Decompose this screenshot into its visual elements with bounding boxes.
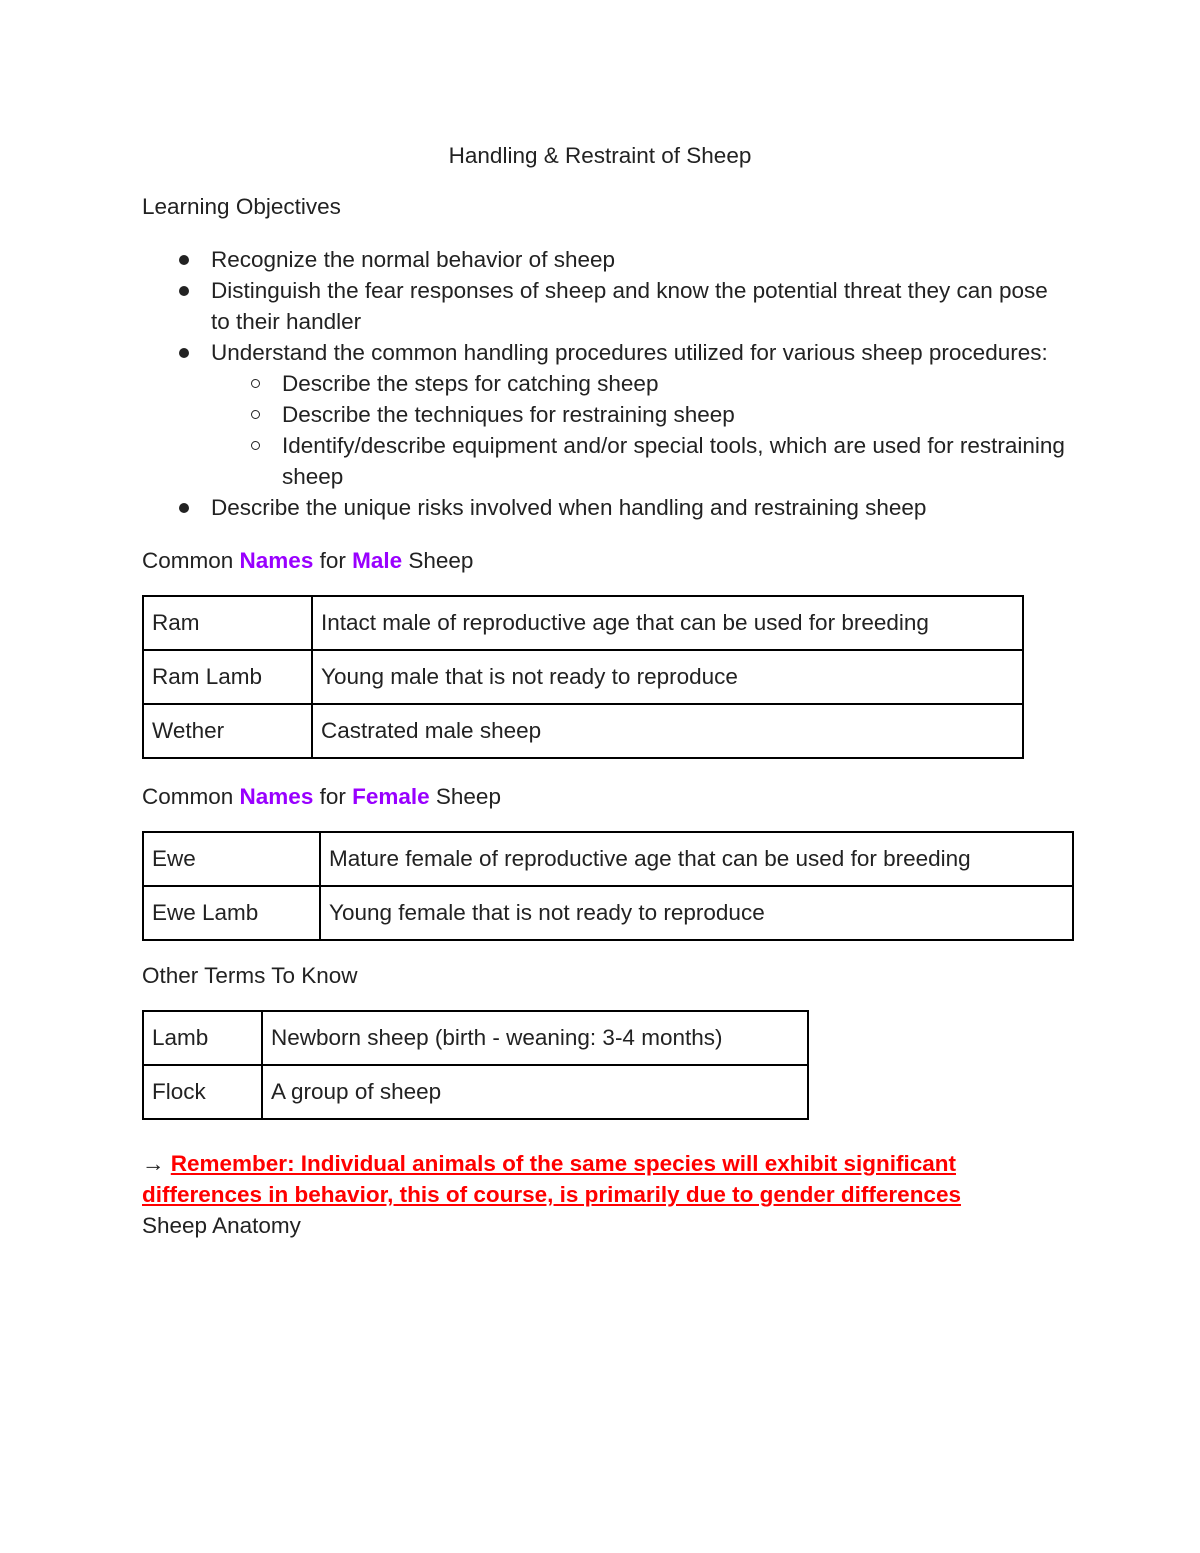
table-row xyxy=(143,1065,808,1119)
heading-highlight: Names xyxy=(239,784,314,809)
heading-text: Common xyxy=(142,548,240,573)
sub-list-item: Describe the steps for catching sheep xyxy=(211,368,1072,399)
male-sheep-heading xyxy=(142,545,1072,576)
female-sheep-table xyxy=(142,831,1074,941)
definition-cell: Young male that is not ready to reproduce xyxy=(312,650,1023,704)
term-cell: Lamb xyxy=(143,1011,262,1065)
definition-cell: Castrated male sheep xyxy=(312,704,1023,758)
heading-text: Sheep xyxy=(402,548,474,573)
list-item xyxy=(142,337,1072,492)
heading-text: for xyxy=(313,784,353,809)
list-item: Describe the unique risks involved when handling and restraining sheep xyxy=(142,492,1072,523)
male-sheep-table xyxy=(142,595,1024,759)
list-item-text: Understand the common handling procedures utilized for various sheep procedures: xyxy=(211,340,1048,365)
list-item: Recognize the normal behavior of sheep xyxy=(142,244,1072,275)
definition-cell: Newborn sheep (birth - weaning: 3-4 months) xyxy=(262,1011,808,1065)
list-item: Distinguish the fear responses of sheep and know the potential threat they can pose to their handler xyxy=(142,275,1072,337)
term-cell: Flock xyxy=(143,1065,262,1119)
table-row xyxy=(143,704,1023,758)
sub-list xyxy=(211,368,1072,492)
table-row xyxy=(143,832,1073,886)
remember-text: Remember: Individual animals of the same species will exhibit significant differences in behavior, this of course, is primarily due to gender differences xyxy=(142,1151,961,1207)
definition-cell: Young female that is not ready to reproduce xyxy=(320,886,1073,940)
learning-objectives-heading: Learning Objectives xyxy=(142,194,341,219)
female-sheep-heading xyxy=(142,781,1072,812)
page-title: Handling & Restraint of Sheep xyxy=(448,143,752,168)
other-terms-table xyxy=(142,1010,809,1120)
table-row xyxy=(143,886,1073,940)
document-page xyxy=(142,140,1072,1241)
table-row xyxy=(143,650,1023,704)
heading-highlight: Female xyxy=(352,784,430,809)
term-cell: Wether xyxy=(143,704,312,758)
table-row xyxy=(143,1011,808,1065)
arrow-icon: → xyxy=(142,1151,165,1176)
term-cell: Ewe Lamb xyxy=(143,886,320,940)
definition-cell: Mature female of reproductive age that can be used for breeding xyxy=(320,832,1073,886)
definition-cell: Intact male of reproductive age that can be used for breeding xyxy=(312,596,1023,650)
sub-list-item: Describe the techniques for restraining sheep xyxy=(211,399,1072,430)
sub-list-item: Identify/describe equipment and/or special tools, which are used for restraining sheep xyxy=(211,430,1072,492)
heading-text: for xyxy=(313,548,353,573)
learning-objectives-list xyxy=(142,244,1072,523)
term-cell: Ram xyxy=(143,596,312,650)
remember-note xyxy=(142,1148,1072,1210)
heading-highlight: Male xyxy=(352,548,403,573)
other-terms-heading: Other Terms To Know xyxy=(142,963,358,988)
table-row xyxy=(143,596,1023,650)
definition-cell: A group of sheep xyxy=(262,1065,808,1119)
term-cell: Ewe xyxy=(143,832,320,886)
heading-highlight: Names xyxy=(239,548,314,573)
heading-text: Common xyxy=(142,784,240,809)
term-cell: Ram Lamb xyxy=(143,650,312,704)
sheep-anatomy-heading: Sheep Anatomy xyxy=(142,1213,301,1238)
heading-text: Sheep xyxy=(429,784,501,809)
